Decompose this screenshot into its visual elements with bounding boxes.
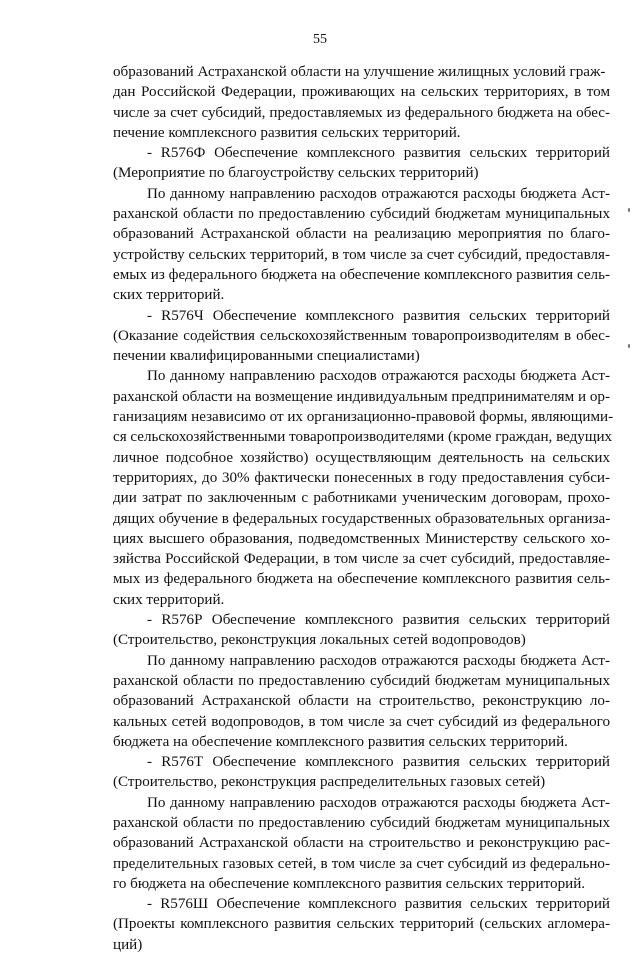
page-number: 55 xyxy=(313,32,327,47)
text-line: образований Астраханской области на строительство и реконструкцию рас- xyxy=(113,835,610,852)
text-line: бюджета на обеспечение комплексного развития сельских территорий. xyxy=(113,733,568,750)
section-heading-line: печении квалифицированными специалистами) xyxy=(113,348,420,365)
text-line: устройству сельских территорий, в том числе за счет субсидий, предоставля- xyxy=(113,246,610,263)
text-line: мых из федерального бюджета на обеспечение комплексного развития сель- xyxy=(113,571,610,588)
text-line: личное подсобное хозяйство) осуществляющим деятельность на сельских xyxy=(113,449,610,466)
text-line: ских территорий. xyxy=(113,287,225,304)
text-line: печение комплексного развития сельских территорий. xyxy=(113,124,461,141)
text-line: По данному направлению расходов отражаются расходы бюджета Аст- xyxy=(147,794,610,811)
section-heading-line: ций) xyxy=(113,936,143,953)
section-heading-line: - R576Ш Обеспечение комплексного развития сельских территорий xyxy=(147,896,610,913)
text-line: территориях, до 30% фактически понесенных в году предоставления субси- xyxy=(113,469,610,486)
text-line: дан Российской Федерации, проживающих на сельских территориях, в том xyxy=(113,84,610,101)
document-body xyxy=(113,62,614,955)
section-heading-line: (Мероприятие по благоустройству сельских территорий) xyxy=(113,165,479,182)
text-line: По данному направлению расходов отражаются расходы бюджета Аст- xyxy=(147,652,610,669)
text-line: емых из федерального бюджета на обеспечение комплексного развития сель- xyxy=(113,266,610,283)
section-heading-line: (Строительство, реконструкция локальных сетей водопроводов) xyxy=(113,632,526,649)
text-line: зяйства Российской Федерации, в том числе за счет субсидий, предоставляе- xyxy=(113,551,610,568)
text-line: ся сельскохозяйственными товаропроизводителями (кроме граждан, ведущих xyxy=(113,429,613,446)
text-line: раханской области на возмещение индивидуальным предпринимателям и ор- xyxy=(113,388,610,405)
text-line: пределительных газовых сетей, в том числе за счет субсидий из федерально- xyxy=(113,855,610,872)
section-heading-line: - R576Ф Обеспечение комплексного развития сельских территорий xyxy=(147,145,610,162)
text-line: дящих обучение в федеральных государственных образовательных организа- xyxy=(113,510,611,527)
section-heading-line: - R576Р Обеспечение комплексного развития сельских территорий xyxy=(147,612,610,629)
text-line: образований Астраханской области на реализацию мероприятия по благо- xyxy=(113,226,610,243)
text-line: дии затрат по заключенным с работниками ученическим договорам, прохо- xyxy=(113,490,610,507)
text-line: ганизациям независимо от их организационно-правовой формы, являющими- xyxy=(113,409,614,426)
text-line: раханской области по предоставлению субсидий бюджетам муниципальных xyxy=(113,672,610,689)
section-heading-line: (Проекты комплексного развития сельских территорий (сельских агломера- xyxy=(113,916,610,933)
scan-mark xyxy=(628,208,630,212)
text-line: ских территорий. xyxy=(113,591,225,608)
section-heading-line: (Оказание содействия сельскохозяйственным товаропроизводителям в обес- xyxy=(113,327,610,344)
text-line: По данному направлению расходов отражаются расходы бюджета Аст- xyxy=(147,185,610,202)
text-line: числе за счет субсидий, предоставляемых из федерального бюджета на обес- xyxy=(113,104,610,121)
text-line: кальных сетей водопроводов, в том числе за счет субсидий из федерального xyxy=(113,713,610,730)
section-heading-line: - R576Ч Обеспечение комплексного развития сельских территорий xyxy=(147,307,610,324)
scan-mark xyxy=(628,344,630,348)
text-line: раханской области по предоставлению субсидий бюджетам муниципальных xyxy=(113,814,610,831)
text-line: циях высшего образования, подведомственных Министерству сельского хо- xyxy=(113,530,610,547)
text-line: По данному направлению расходов отражаются расходы бюджета Аст- xyxy=(147,368,610,385)
section-heading-line: - R576Т Обеспечение комплексного развития сельских территорий xyxy=(147,754,610,771)
text-line: го бюджета на обеспечение комплексного развития сельских территорий. xyxy=(113,875,586,892)
section-heading-line: (Строительство, реконструкция распределительных газовых сетей) xyxy=(113,774,546,791)
text-line: раханской области по предоставлению субсидий бюджетам муниципальных xyxy=(113,206,610,223)
text-line: образований Астраханской области на улучшение жилищных условий граж- xyxy=(113,64,606,80)
text-line: образований Астраханской области на строительство, реконструкцию ло- xyxy=(113,693,610,710)
